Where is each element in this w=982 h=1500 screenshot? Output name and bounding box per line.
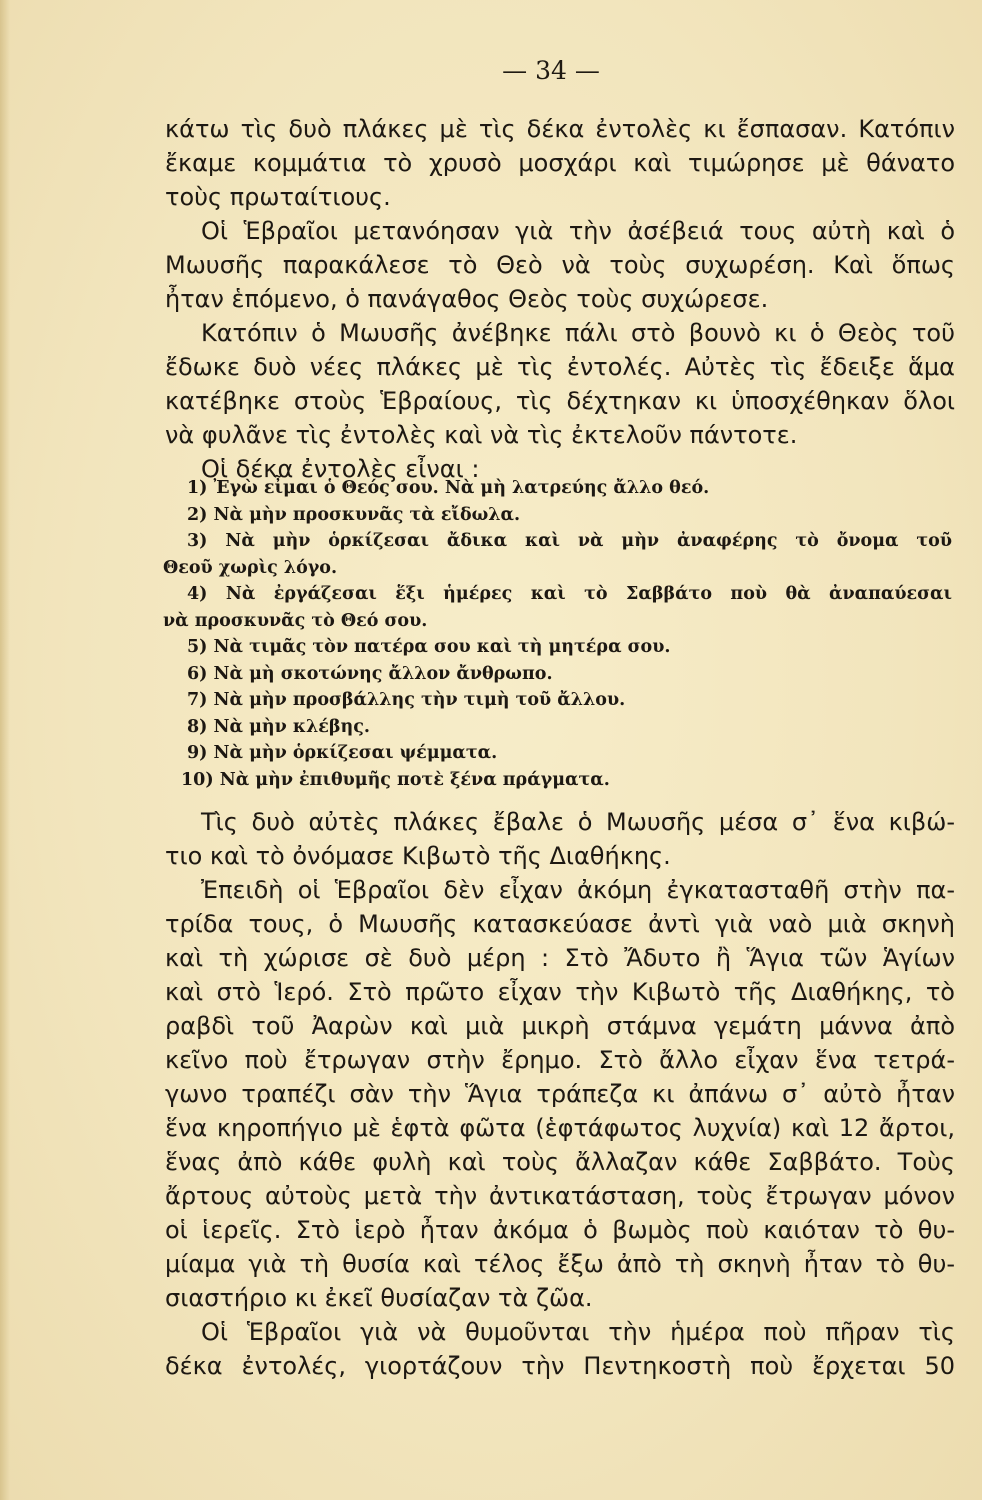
list-item: 2) Νὰ μὴν προσκυνᾶς τὰ εἴδωλα. — [187, 504, 521, 525]
page-number: — 34 — — [502, 56, 600, 85]
commandments-list — [163, 475, 952, 793]
text-line: Μωυσῆς παρακάλεσε τὸ Θεὸ νὰ τοὺς συχωρέση. Καὶ ὅπως — [165, 251, 955, 279]
list-item: 7) Νὰ μὴν προσβάλλης τὴν τιμὴ τοῦ ἄλλου. — [187, 690, 626, 710]
list-item: 3) Νὰ μὴν ὁρκίζεσαι ἄδικα καὶ νὰ μὴν ἀναφέρης τὸ ὄνομα τοῦ — [187, 531, 952, 551]
text-line: μίαμα γιὰ τὴ θυσία καὶ τέλος ἔξω ἀπὸ τὴ σκηνὴ ἦταν τὸ θυ- — [165, 1250, 955, 1278]
text-line: Κατόπιν ὁ Μωυσῆς ἀνέβηκε πάλι στὸ βουνὸ κι ὁ Θεὸς τοῦ — [201, 319, 955, 347]
list-item: 6) Νὰ μὴ σκοτώνης ἄλλον ἄνθρωπο. — [187, 663, 553, 684]
list-item-continuation: Θεοῦ χωρὶς λόγο. — [163, 557, 338, 578]
list-item-continuation: νὰ προσκυνᾶς τὸ Θεό σου. — [163, 610, 428, 631]
list-item: 9) Νὰ μὴν ὁρκίζεσαι ψέμματα. — [187, 743, 498, 763]
text-line: τιο καὶ τὸ ὀνόμασε Κιβωτὸ τῆς Διαθήκης. — [165, 842, 671, 870]
text-line: δέκα ἐντολές, γιορτάζουν τὴν Πεντηκοστὴ ποὺ ἔρχεται 50 — [165, 1352, 955, 1380]
text-line: κεῖνο ποὺ ἔτρωγαν στὴν ἔρημο. Στὸ ἄλλο εἶχαν ἕνα τετρά- — [165, 1046, 955, 1074]
text-line: Οἱ Ἑβραῖοι μετανόησαν γιὰ τὴν ἀσέβειά τους αὐτὴ καὶ ὁ — [201, 217, 955, 245]
text-line: ἔδωκε δυὸ νέες πλάκες μὲ τὶς ἐντολές. Αὐτὲς τὶς ἔδειξε ἅμα — [165, 353, 955, 381]
text-block-top — [165, 112, 955, 486]
text-line: Οἱ Ἑβραῖοι γιὰ νὰ θυμοῦνται τὴν ἡμέρα ποὺ πῆραν τὶς — [201, 1318, 955, 1346]
text-line: ἔκαμε κομμάτια τὸ χρυσὸ μοσχάρι καὶ τιμώρησε μὲ θάνατο — [165, 149, 955, 177]
list-item: 10) Νὰ μὴν ἐπιθυμῆς ποτὲ ξένα πράγματα. — [181, 769, 610, 790]
list-item: 5) Νὰ τιμᾶς τὸν πατέρα σου καὶ τὴ μητέρα σου. — [187, 637, 671, 657]
page-edge-shadow — [0, 0, 10, 1500]
text-line: ἄρτους αὐτοὺς μετὰ τὴν ἀντικατάσταση, τοὺς ἔτρωγαν μόνον — [165, 1182, 955, 1210]
text-line: τρίδα τους, ὁ Μωυσῆς κατασκεύασε ἀντὶ γιὰ ναὸ μιὰ σκηνὴ — [165, 910, 955, 938]
text-line: ἕνα κηροπήγιο μὲ ἑφτὰ φῶτα (ἑφτάφωτος λυχνία) καὶ 12 ἄρτοι, — [165, 1114, 955, 1142]
text-block-bottom — [165, 805, 955, 1383]
text-line: Τὶς δυὸ αὐτὲς πλάκες ἔβαλε ὁ Μωυσῆς μέσα σ᾽ ἕνα κιβώ- — [201, 808, 955, 836]
text-line: σιαστήριο κι ἐκεῖ θυσίαζαν τὰ ζῶα. — [165, 1284, 593, 1312]
text-line: ἕνας ἀπὸ κάθε φυλὴ καὶ τοὺς ἄλλαζαν κάθε Σαββάτο. Τοὺς — [165, 1148, 955, 1176]
text-line: ἦταν ἑπόμενο, ὁ πανάγαθος Θεὸς τοὺς συχώρεσε. — [165, 285, 769, 313]
text-line: οἱ ἱερεῖς. Στὸ ἱερὸ ἦταν ἀκόμα ὁ βωμὸς ποὺ καιόταν τὸ θυ- — [165, 1216, 955, 1244]
text-line: καὶ τὴ χώρισε σὲ δυὸ μέρη : Στὸ Ἄδυτο ἢ Ἅγια τῶν Ἁγίων — [165, 944, 955, 972]
text-line: Ἐπειδὴ οἱ Ἑβραῖοι δὲν εἶχαν ἀκόμη ἐγκατασταθῆ στὴν πα- — [201, 876, 955, 904]
list-item: 1) Ἐγὼ εἶμαι ὁ Θεός σου. Νὰ μὴ λατρεύης ἄλλο θεό. — [187, 478, 710, 498]
text-line: καὶ στὸ Ἱερό. Στὸ πρῶτο εἶχαν τὴν Κιβωτὸ τῆς Διαθήκης, τὸ — [165, 978, 955, 1006]
text-line: κατέβηκε στοὺς Ἑβραίους, τὶς δέχτηκαν κι ὑποσχέθηκαν ὅλοι — [165, 387, 955, 415]
text-line: Οἱ δέκα ἐντολὲς εἶναι : — [201, 455, 480, 483]
text-line: κάτω τὶς δυὸ πλάκες μὲ τὶς δέκα ἐντολὲς κι ἔσπασαν. Κατόπιν — [165, 115, 955, 143]
text-line: γωνο τραπέζι σὰν τὴν Ἅγια τράπεζα κι ἀπάνω σ᾽ αὐτὸ ἦταν — [165, 1080, 955, 1108]
text-line: ραβδὶ τοῦ Ἀαρὼν καὶ μιὰ μικρὴ στάμνα γεμάτη μάννα ἀπὸ — [165, 1012, 955, 1040]
text-line: νὰ φυλᾶνε τὶς ἐντολὲς καὶ νὰ τὶς ἐκτελοῦν πάντοτε. — [165, 421, 798, 449]
list-item: 8) Νὰ μὴν κλέβης. — [187, 716, 370, 737]
list-item: 4) Νὰ ἐργάζεσαι ἕξι ἡμέρες καὶ τὸ Σαββάτο ποὺ θὰ ἀναπαύεσαι — [187, 584, 952, 604]
text-line: τοὺς πρωταίτιους. — [165, 183, 391, 211]
